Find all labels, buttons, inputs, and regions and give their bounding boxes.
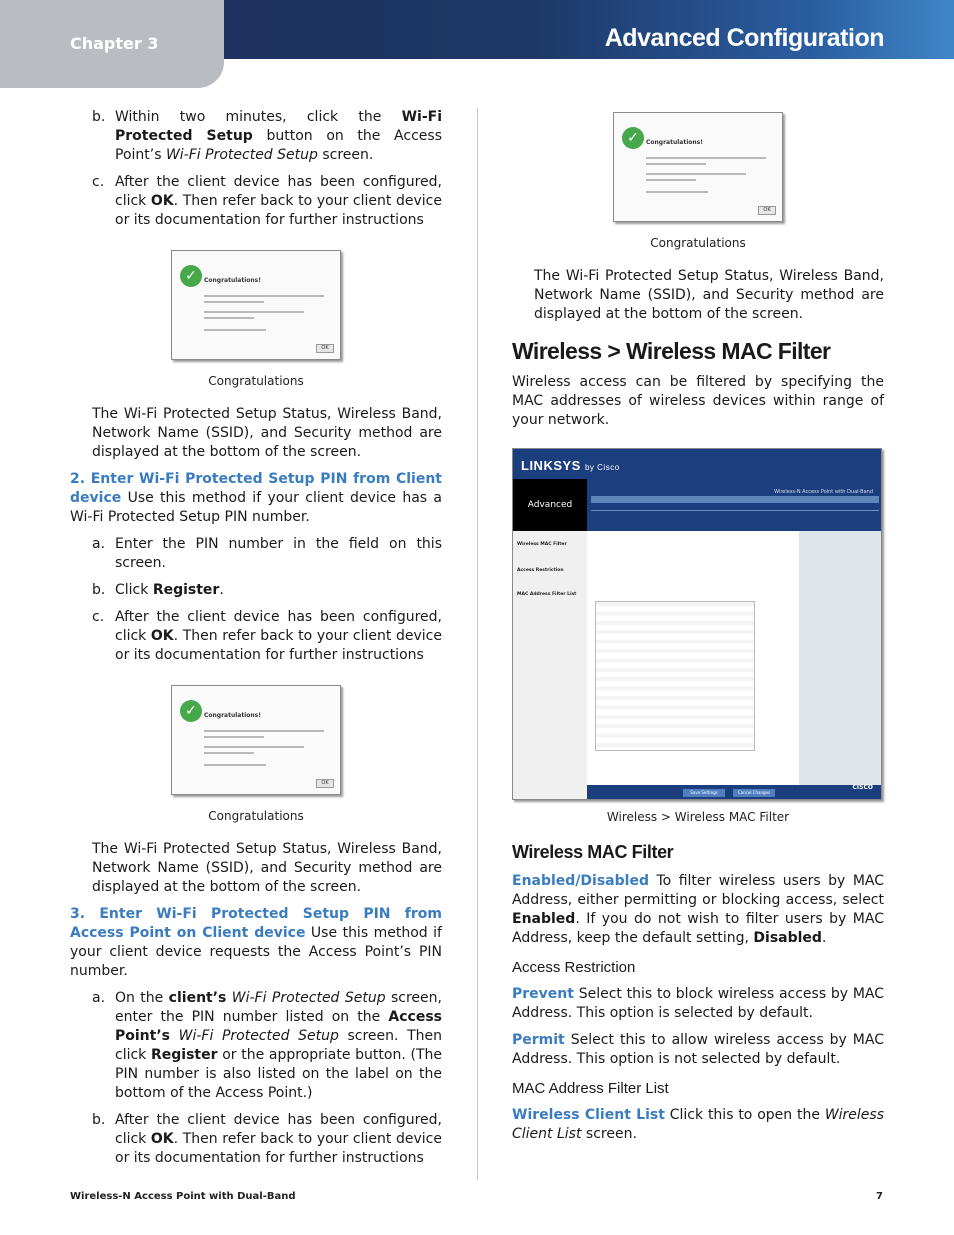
congratulations-figure [70, 685, 442, 826]
checkmark-icon: ✓ [622, 127, 644, 149]
page-header [0, 0, 954, 88]
list-item: a. Enter the PIN number in the field on this screen. [92, 536, 442, 571]
checkmark-icon: ✓ [180, 265, 202, 287]
section-heading: Wireless > Wireless MAC Filter [512, 338, 831, 364]
list-item: b. Click Register. [92, 582, 224, 598]
router-top-bar [513, 449, 882, 479]
cisco-logo: CISCO [852, 784, 873, 791]
figure-caption: Congratulations [208, 809, 304, 823]
paragraph: Permit Select this to allow wireless access by MAC Address. This option is not selected by default. [512, 1032, 884, 1067]
router-nav [587, 479, 882, 531]
figure-caption: Congratulations [208, 374, 304, 388]
right-column [512, 112, 884, 1152]
list-item: b. After the client device has been configured, click OK. Then refer back to your client device or its documentation for further instructions [92, 1112, 442, 1166]
minor-heading: MAC Address Filter List [512, 1080, 669, 1097]
paragraph: Wireless Client List Click this to open the Wireless Client List screen. [512, 1107, 885, 1142]
step-paragraph: 3. Enter Wi-Fi Protected Setup PIN from Access Point on Client device Use this method if your client device requests the Access Point’s PIN number. [70, 906, 442, 979]
router-label: Wireless MAC Filter [517, 542, 567, 547]
chapter-title: Advanced Configuration [604, 24, 884, 52]
linksys-logo: LINKSYS by Cisco [521, 458, 620, 473]
step-heading: 2. Enter Wi-Fi Protected Setup PIN from Client device [70, 471, 442, 506]
screenshot-title: Congratulations! [204, 712, 261, 719]
ok-button[interactable]: OK [316, 779, 334, 788]
mac-address-grid[interactable] [595, 601, 755, 751]
paragraph: The Wi-Fi Protected Setup Status, Wireless Band, Network Name (SSID), and Security method are displayed at the bottom of the screen. [534, 268, 884, 322]
column-divider [477, 108, 478, 1180]
checkmark-icon: ✓ [180, 700, 202, 722]
router-bottom-bar [587, 785, 882, 800]
paragraph: The Wi-Fi Protected Setup Status, Wireless Band, Network Name (SSID), and Security method are displayed at the bottom of the screen. [92, 406, 442, 460]
step-heading: 3. Enter Wi-Fi Protected Setup PIN from Access Point on Client device [70, 906, 442, 941]
screenshot-title: Congratulations! [646, 139, 703, 146]
congratulations-screenshot [613, 112, 783, 222]
minor-heading: Access Restriction [512, 959, 636, 976]
list-item: b. Within two minutes, click the Wi-Fi Protected Setup button on the Access Point’s Wi-Fi Protected Setup screen. [92, 109, 442, 163]
figure-caption: Wireless > Wireless MAC Filter [606, 810, 790, 824]
list-item: c. After the client device has been configured, click OK. Then refer back to your client device or its documentation for further instructions [92, 609, 442, 663]
left-column [70, 108, 442, 1176]
mac-filter-screenshot [512, 448, 882, 800]
congratulations-screenshot [171, 685, 341, 795]
save-settings-button[interactable]: Save Settings [683, 789, 725, 797]
chapter-label: Chapter 3 [70, 34, 159, 53]
router-section-label: Advanced [513, 479, 587, 531]
ok-button[interactable]: OK [758, 206, 776, 215]
paragraph: The Wi-Fi Protected Setup Status, Wireless Band, Network Name (SSID), and Security method are displayed at the bottom of the screen. [92, 841, 442, 895]
figure-caption: Congratulations [650, 236, 746, 250]
chapter-tab [0, 0, 224, 88]
router-tabs[interactable] [591, 496, 879, 503]
paragraph: Wireless access can be filtered by specifying the MAC addresses of wireless devices within range of your network. [512, 374, 884, 428]
cancel-changes-button[interactable]: Cancel Changes [733, 789, 775, 797]
congratulations-screenshot [171, 250, 341, 360]
step-paragraph: 2. Enter Wi-Fi Protected Setup PIN from Client device Use this method if your client device has a Wi-Fi Protected Setup PIN number. [70, 471, 442, 525]
router-nav-title: Wireless-N Access Point with Dual-Band [774, 489, 873, 495]
congratulations-figure [70, 250, 442, 391]
subsection-heading: Wireless MAC Filter [512, 842, 674, 862]
congratulations-figure [512, 112, 884, 253]
ok-button[interactable]: OK [316, 344, 334, 353]
router-subtabs[interactable] [591, 510, 879, 520]
router-scroll-area [799, 531, 882, 800]
router-label: MAC Address Filter List [517, 592, 577, 597]
footer-product: Wireless-N Access Point with Dual-Band [70, 1191, 296, 1202]
screenshot-title: Congratulations! [204, 277, 261, 284]
list-item: a. On the client’s Wi-Fi Protected Setup screen, enter the PIN number listed on the Access Point’s Wi-Fi Protected Setup screen. Then click Register or the appropriate button. (The PIN number is also listed on the label on the bottom of the Access Point.) [92, 990, 442, 1101]
router-label: Access Restriction [517, 568, 564, 573]
paragraph: Enabled/Disabled To filter wireless users by MAC Address, either permitting or blocking access, select Enabled. If you do not wish to filter users by MAC Address, keep the default setting, Disabled. [512, 873, 884, 946]
paragraph: Prevent Select this to block wireless access by MAC Address. This option is selected by default. [512, 986, 884, 1021]
list-item: c. After the client device has been configured, click OK. Then refer back to your client device or its documentation for further instructions [92, 174, 442, 228]
page-number: 7 [876, 1191, 883, 1202]
